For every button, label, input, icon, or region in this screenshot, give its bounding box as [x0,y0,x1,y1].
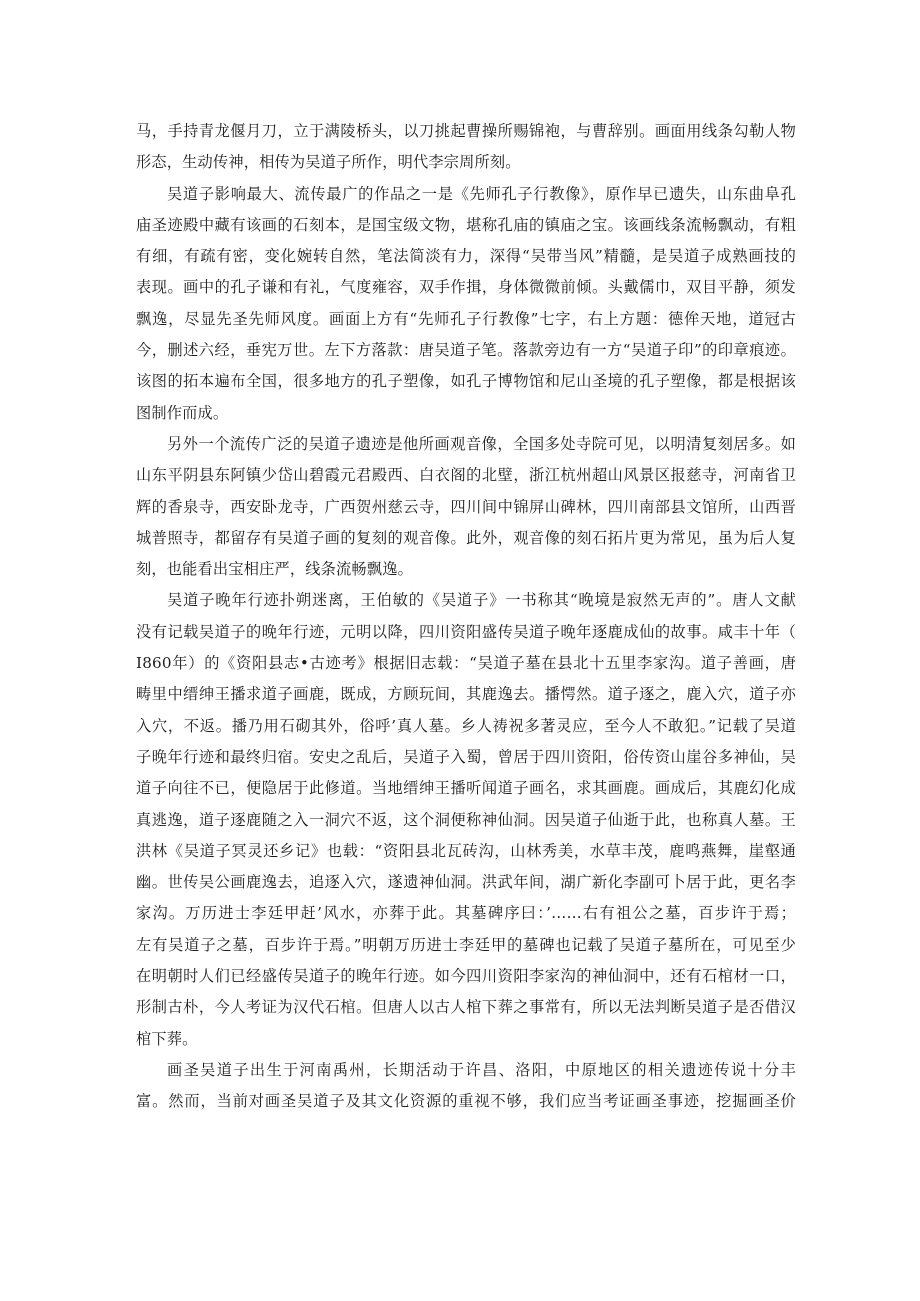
text-line: 真逃逸，道子逐鹿随之入一洞穴不返，这个洞便称神仙洞。因吴道子仙逝于此，也称真人墓。王 [136,810,796,829]
text-line: 吴道子晚年行迹扑朔迷离，王伯敏的《吴道子》一书称其“晚境是寂然无声的”。唐人文献 [167,591,796,610]
text-line: 子晚年行迹和最终归宿。安史之乱后，吴道子入蜀，曾居于四川资阳，俗传资山崖谷多神仙，吴 [136,747,796,766]
text-line: 入穴，不返。播乃用石砌其外，俗呼’真人墓。乡人祷祝多著灵应，至今人不敢犯。”记载了吴道 [136,716,796,735]
text-line: 没有记载吴道子的晚年行迹，元明以降，四川资阳盛传吴道子晚年逐鹿成仙的故事。咸丰十年（ [136,622,796,641]
text-line: 该图的拓本遍布全国，很多地方的孔子塑像，如孔子博物馆和尼山圣境的孔子塑像，都是根据该 [136,372,796,391]
text-line: 富。然而，当前对画圣吴道子及其文化资源的重视不够，我们应当考证画圣事迹，挖掘画圣价 [136,1092,796,1111]
text-line: 洪林《吴道子冥灵还乡记》也载：“资阳县北瓦砖沟，山林秀美，水草丰茂，鹿鸣燕舞，崖壑通 [136,841,796,860]
text-line: 道子向往不已，便隐居于此修道。当地缙绅王播听闻道子画名，求其画鹿。画成后，其鹿幻化成 [136,779,796,798]
text-line: 图制作而成。 [136,403,229,422]
text-line: 家沟。万历进士李廷甲赶’风水，亦葬于此。其墓碑序曰：’……右有祖公之墓，百步许于焉； [136,904,796,923]
text-line: 飘逸，尽显先圣先师风度。画面上方有“先师孔子行教像”七字，右上方题：德侔天地，道冠古 [136,309,796,328]
document-body [136,116,796,1118]
text-line: 刻，也能看出宝相庄严，线条流畅飘逸。 [136,560,413,579]
text-line: 形制古朴，今人考证为汉代石棺。但唐人以古人棺下葬之事常有，所以无法判断吴道子是否借汉 [136,998,796,1017]
text-line: 左有吴道子之墓，百步许于焉。”明朝万历进士李廷甲的墓碑也记载了吴道子墓所在，可见至少 [136,935,796,954]
text-line: 马，手持青龙偃月刀，立于满陵桥头，以刀挑起曹操所赐锦袍，与曹辞别。画面用线条勾勒人物 [136,122,796,140]
text-line: 另外一个流传广泛的吴道子遗迹是他所画观音像，全国多处寺院可见，以明清复刻居多。如 [167,434,796,453]
text-line: 画圣吴道子出生于河南禹州，长期活动于许昌、洛阳，中原地区的相关遗迹传说十分丰 [167,1060,796,1079]
text-line: 山东平阴县东阿镇少岱山碧霞元君殿西、白衣阁的北壁，浙江杭州超山风景区报慈寺，河南省卫 [136,466,796,485]
text-line: 有细，有疏有密，变化婉转自然，笔法简淡有力，深得“吴带当风”精髓，是吴道子成熟画技的 [136,247,796,266]
text-line: 幽。世传吴公画鹿逸去，追逐入穴，遂遗神仙洞。洪武年间，湖广新化李副可卜居于此，更名李 [136,873,796,892]
text-line: 吴道子影响最大、流传最广的作品之一是《先师孔子行教像》，原作早已遗失，山东曲阜孔 [167,184,796,203]
text-line: I860年）的《资阳县志•古迹考》根据旧志载：“吴道子墓在县北十五里李家沟。道子善画，唐 [136,654,796,673]
text-line: 形态，生动传神，相传为吴道子所作，明代李宗周所刻。 [136,153,521,172]
text-line: 在明朝时人们已经盛传吴道子的晚年行迹。如今四川资阳李家沟的神仙洞中，还有石棺材一口， [136,967,796,986]
text-line: 畴里中缙绅王播求道子画鹿，既成，方顾玩间，其鹿逸去。播愕然。道子逐之，鹿入穴，道子亦 [136,685,796,704]
text-line: 辉的香泉寺，西安卧龙寺，广西贺州慈云寺，四川间中锦屏山碑林，四川南部县文馆所，山西晋 [136,497,796,516]
text-line: 今，删述六经，垂宪万世。左下方落款：唐吴道子笔。落款旁边有一方“吴道子印”的印章痕迹。 [136,341,796,360]
text-line: 棺下葬。 [136,1029,198,1048]
text-line: 庙圣迹殿中藏有该画的石刻本，是国宝级文物，堪称孔庙的镇庙之宝。该画线条流畅飘动，有粗 [136,215,796,234]
text-line: 表现。画中的孔子谦和有礼，气度雍容，双手作揖，身体微微前倾。头戴儒巾，双目平静，须发 [136,278,796,297]
text-line: 城普照寺，都留存有吴道子画的复刻的观音像。此外，观音像的刻石拓片更为常见，虽为后人复 [136,528,796,547]
